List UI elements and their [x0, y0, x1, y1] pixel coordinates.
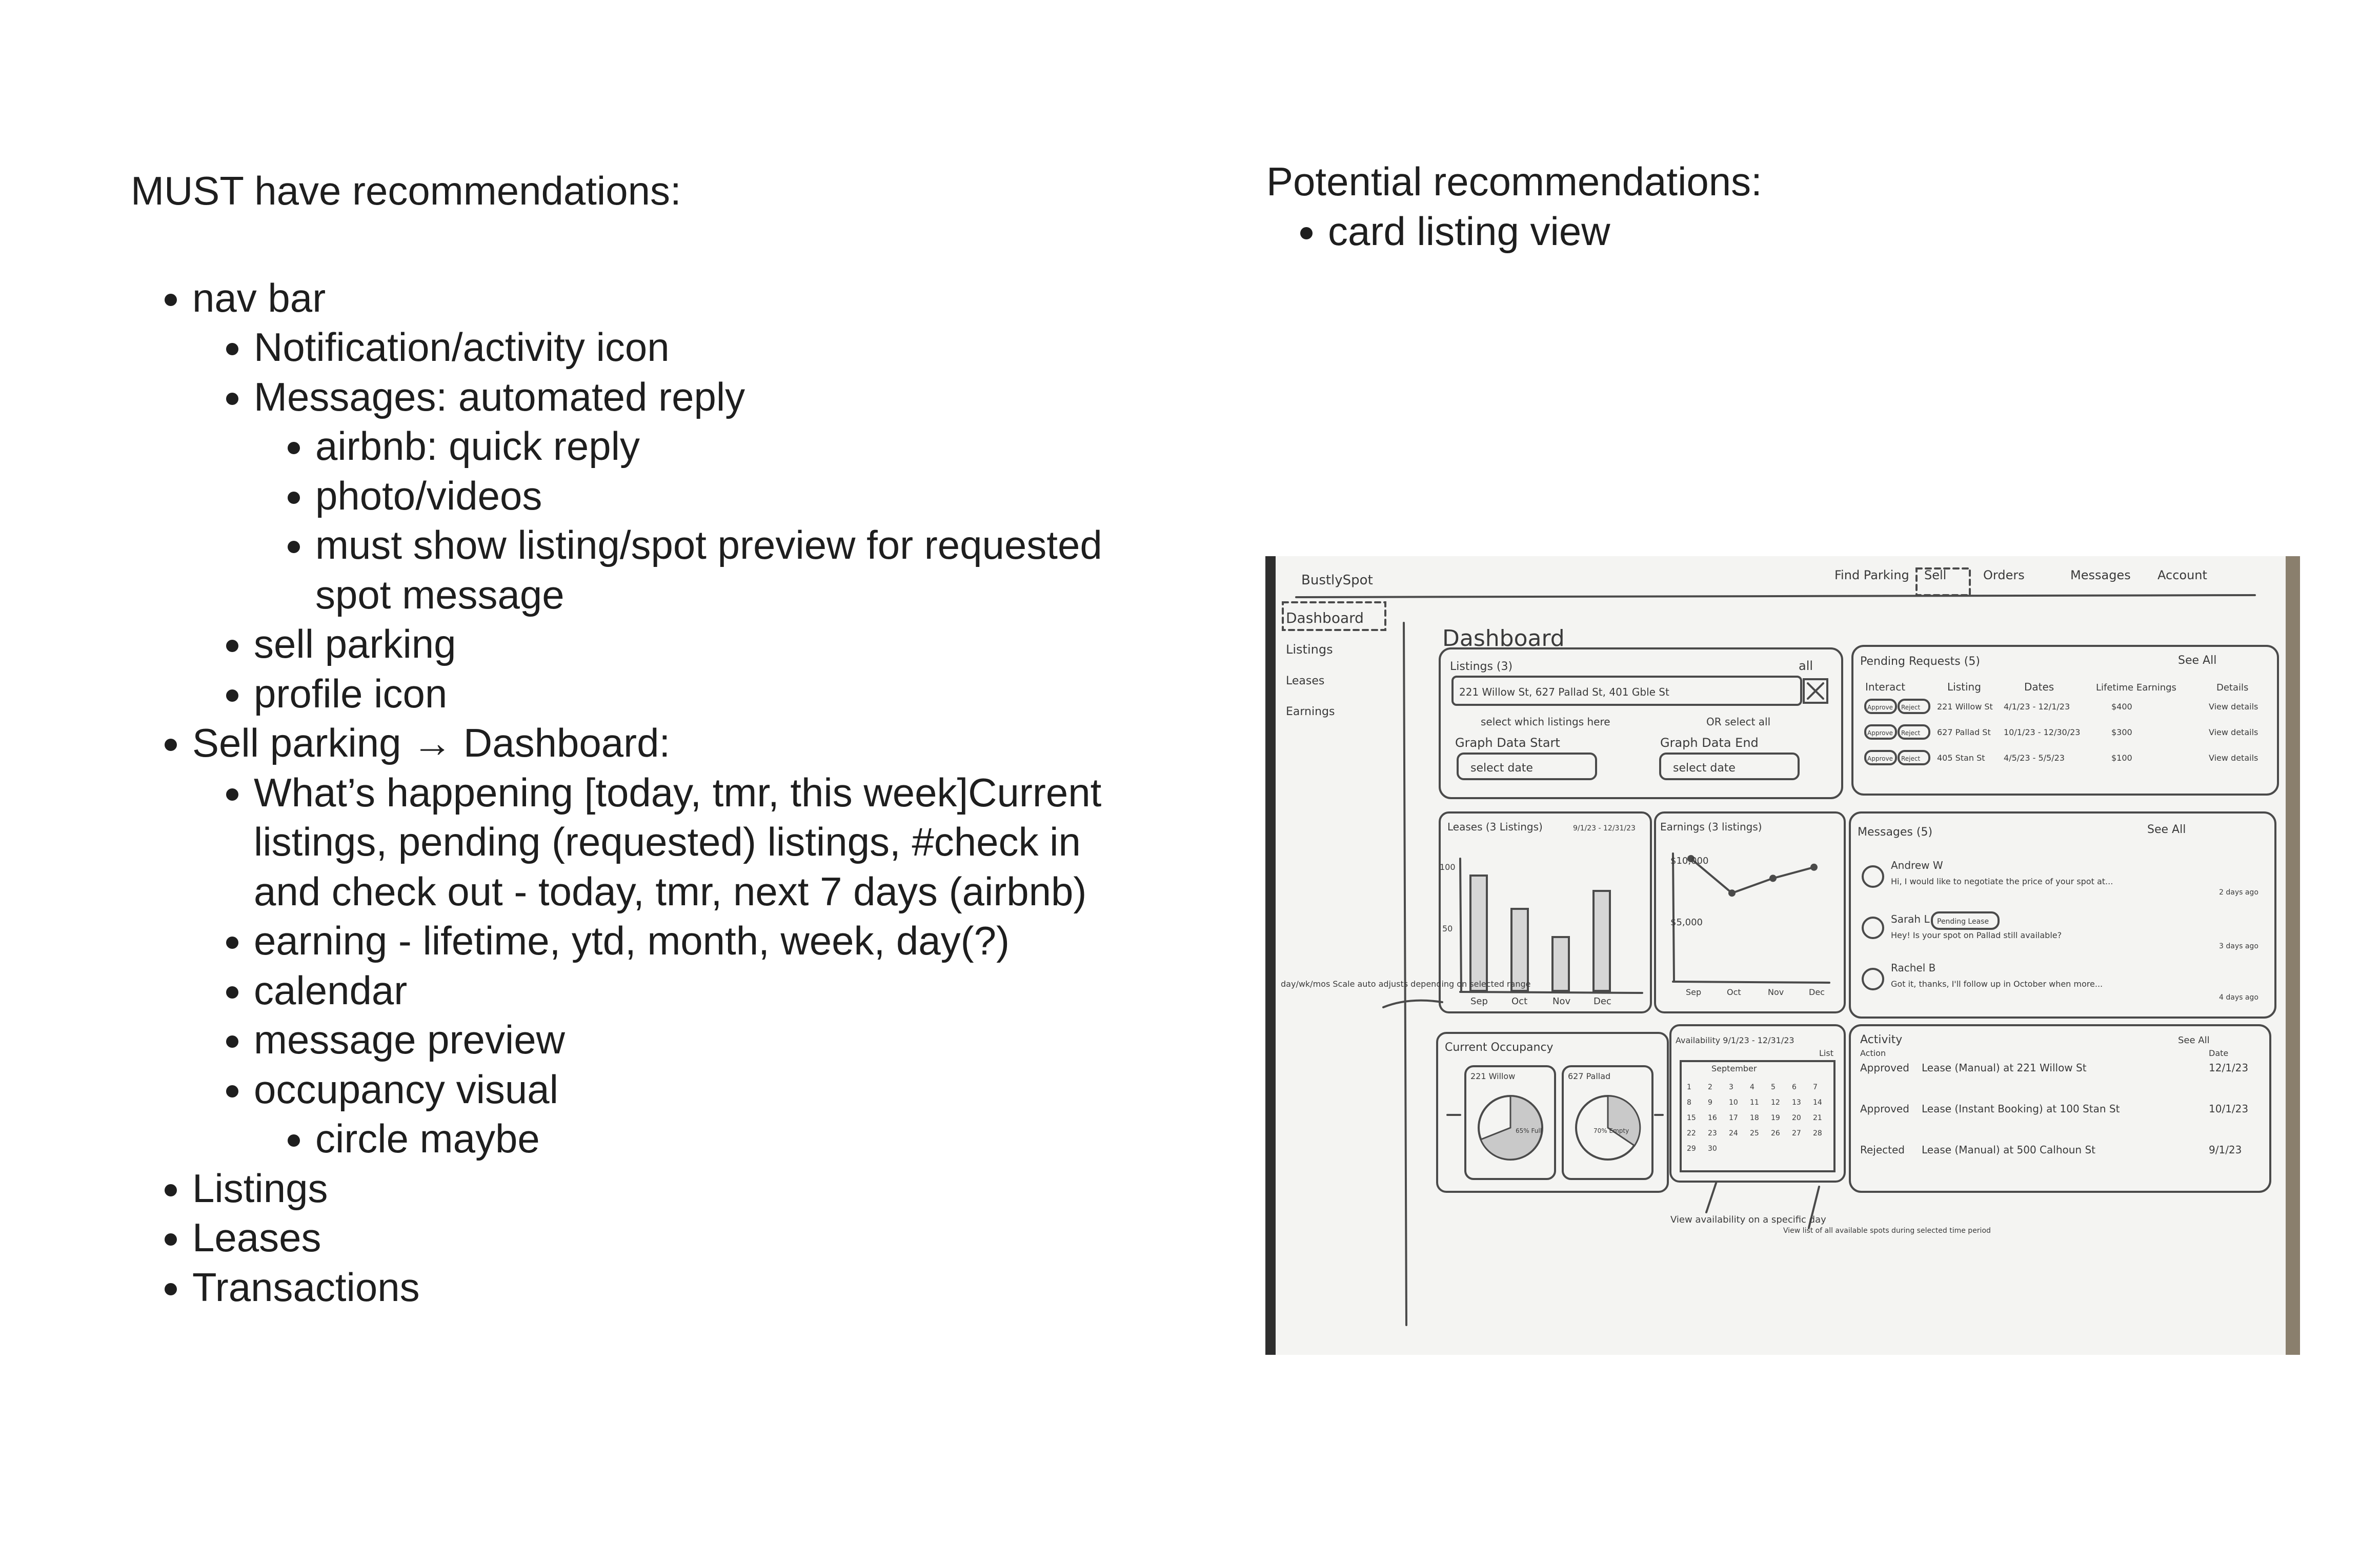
leases-bar [1511, 909, 1528, 991]
sketch-act1-detail: Lease (Manual) at 221 Willow St [1922, 1062, 2087, 1074]
photo-background-edge [2286, 556, 2300, 1355]
potential-section [1266, 157, 2241, 256]
sketch-msg3-name: Rachel B [1891, 962, 1936, 974]
list-item-photo-videos: • photo/videos [315, 471, 1105, 521]
sketch-msg3-time: 4 days ago [2219, 993, 2258, 1002]
calendar-day: 10 [1729, 1099, 1738, 1107]
sketch-pending-h-listing: Listing [1947, 681, 1981, 693]
sketch-pending-r1-earn: $400 [2111, 702, 2132, 711]
sketch-pending-r3-details: View details [2209, 753, 2258, 763]
sketch-nav-find: Find Parking [1834, 568, 1909, 582]
sketch-msg2-text: Hey! Is your spot on Pallad still available? [1891, 930, 2062, 940]
sketch-earnings-ytick-10000: $10,000 [1670, 856, 1709, 866]
sketch-pending-r1-dates: 4/1/23 - 12/1/23 [2004, 702, 2070, 711]
sketch-messages-see-all: See All [2147, 823, 2186, 836]
calendar-day: 7 [1813, 1083, 1818, 1091]
list-item-calendar: • calendar [254, 966, 1105, 1015]
sketch-approve-2: Approve [1867, 729, 1893, 737]
list-item-quick-reply: • airbnb: quick reply [315, 421, 1105, 471]
list-item-notification: • Notification/activity icon [254, 322, 1105, 372]
list-item-card-listing-view: • card listing view [1328, 207, 2241, 256]
sketch-act1-action: Approved [1860, 1062, 1909, 1074]
list-item-profile-icon: • profile icon [254, 669, 1105, 719]
sketch-availability-label: Availability 9/1/23 - 12/31/23 [1676, 1035, 1794, 1045]
sketch-occupancy-label: Current Occupancy [1445, 1041, 1554, 1054]
calendar-day: 19 [1771, 1114, 1780, 1122]
potential-heading: Potential recommendations: [1266, 159, 1762, 204]
nav-bar-sublist [192, 322, 1105, 718]
sketch-availability-scope: List [1819, 1048, 1833, 1058]
sketch-listings-label: Listings (3) [1450, 660, 1513, 673]
calendar-day: 21 [1813, 1114, 1822, 1122]
sketch-listings-or-all: OR select all [1706, 716, 1771, 728]
potential-list [1266, 207, 2241, 256]
list-item-label: Messages: automated reply [254, 374, 745, 419]
leases-bar [1552, 937, 1569, 991]
list-item-message-preview: • message preview [254, 1015, 1105, 1065]
calendar-day: 13 [1792, 1099, 1801, 1107]
calendar-day: 2 [1708, 1083, 1712, 1091]
calendar-day: 11 [1750, 1099, 1759, 1107]
list-item-leases: • Leases [192, 1213, 1105, 1263]
leases-month-label: Oct [1511, 996, 1528, 1007]
sketch-pending-r2-listing: 627 Pallad St [1937, 727, 1991, 737]
sketch-list-note: View list of all available spots during selected time period [1783, 1227, 1991, 1235]
calendar-day: 12 [1771, 1099, 1780, 1107]
sketch-msg1-time: 2 days ago [2219, 888, 2258, 897]
sketch-side-listings: Listings [1286, 642, 1333, 657]
earnings-month-label: Oct [1727, 987, 1741, 997]
must-have-heading: MUST have recommendations: [131, 168, 681, 213]
leases-bar [1470, 876, 1487, 991]
list-item-label: occupancy visual [254, 1066, 558, 1112]
sketch-listings-hint: select which listings here [1481, 716, 1610, 728]
sketch-act2-date: 10/1/23 [2209, 1103, 2249, 1115]
calendar-day: 14 [1813, 1099, 1822, 1107]
sketch-side-dashboard: Dashboard [1286, 609, 1364, 626]
sketch-pending-r3-earn: $100 [2111, 753, 2132, 763]
calendar-day: 18 [1750, 1114, 1759, 1122]
sketch-leases-range: 9/1/23 - 12/31/23 [1573, 824, 1636, 832]
sketch-act2-action: Approved [1860, 1103, 1909, 1115]
sketch-act3-action: Rejected [1860, 1144, 1905, 1156]
sketch-earnings-label: Earnings (3 listings) [1660, 821, 1762, 833]
sketch-leases-ytick-100: 100 [1440, 862, 1456, 872]
earnings-point [1770, 876, 1776, 881]
leases-bar [1594, 891, 1610, 991]
photo-dark-edge [1265, 556, 1276, 1355]
dashboard-sublist [192, 768, 1105, 1164]
sketch-occ-spot2-name: 627 Pallad [1568, 1071, 1611, 1081]
calendar-day: 22 [1687, 1129, 1696, 1137]
sketch-act2-detail: Lease (Instant Booking) at 100 Stan St [1922, 1103, 2120, 1115]
sketch-pending-r1-details: View details [2209, 702, 2258, 711]
list-item-nav-bar [192, 273, 1105, 719]
calendar-day: 8 [1687, 1099, 1691, 1107]
sketch-pending-h-details: Details [2216, 682, 2249, 693]
sketch-approve-1: Approve [1867, 704, 1893, 711]
sketch-nav-messages: Messages [2070, 568, 2131, 582]
sketch-activity-h-action: Action [1860, 1048, 1886, 1058]
sketch-graph-start: Graph Data Start [1455, 736, 1560, 750]
calendar-day: 29 [1687, 1145, 1696, 1153]
sketch-reject-1: Reject [1901, 704, 1921, 711]
sketch-pending-h-earnings: Lifetime Earnings [2096, 682, 2176, 693]
sketch-pending-r2-earn: $300 [2111, 727, 2132, 737]
sketch-pending-see-all: See All [2178, 654, 2217, 667]
sketch-reject-2: Reject [1901, 729, 1921, 737]
sketch-pending-r1-listing: 221 Willow St [1937, 702, 1993, 711]
earnings-month-label: Nov [1768, 987, 1784, 997]
sketch-side-note: day/wk/mos Scale auto adjusts depending on selected range [1281, 979, 1531, 989]
sketch-pending-h-dates: Dates [2024, 681, 2054, 693]
calendar-day: 23 [1708, 1129, 1717, 1137]
sketch-occ-spot2-value: 70% Empty [1594, 1127, 1629, 1134]
calendar-day: 9 [1708, 1099, 1712, 1107]
must-have-list [131, 273, 1105, 1312]
list-item-messages [254, 372, 1105, 620]
list-item-spot-preview: • must show listing/spot preview for requested spot message [315, 520, 1105, 619]
sketch-activity-see-all: See All [2178, 1035, 2210, 1046]
sketch-msg2-name: Sarah L [1891, 913, 1930, 925]
list-item-listings: • Listings [192, 1164, 1105, 1213]
sketch-pending-r3-listing: 405 Stan St [1937, 753, 1985, 763]
list-item-occupancy [254, 1065, 1105, 1164]
sketch-availability-note: View availability on a specific day [1670, 1214, 1826, 1225]
sketch-msg2-time: 3 days ago [2219, 942, 2258, 950]
calendar-day: 17 [1729, 1114, 1738, 1122]
sketch-act3-date: 9/1/23 [2209, 1144, 2242, 1156]
sketch-messages-label: Messages (5) [1858, 826, 1933, 839]
sketch-pending-r3-dates: 4/5/23 - 5/5/23 [2004, 753, 2065, 763]
sketch-pending-label: Pending Requests (5) [1860, 655, 1980, 668]
sketch-nav-orders: Orders [1983, 568, 2025, 582]
calendar-day: 24 [1729, 1129, 1738, 1137]
sketch-logo: BustlySpot [1301, 573, 1373, 588]
sketch-availability-month: September [1711, 1064, 1757, 1073]
sketch-occ-spot1-name: 221 Willow [1470, 1071, 1516, 1081]
list-item-label: Sell parking → Dashboard: [192, 720, 671, 766]
sketch-nav-sell: Sell [1924, 568, 1947, 582]
sketch-occ-spot1-value: 65% Full [1516, 1127, 1542, 1134]
sketch-pending-h-interact: Interact [1865, 681, 1906, 693]
calendar-day: 4 [1750, 1083, 1754, 1091]
calendar-day: 28 [1813, 1129, 1822, 1137]
must-have-section [131, 167, 1105, 1312]
sketch-select-date-end: select date [1673, 762, 1736, 775]
wireframe-sketch-image [1265, 556, 2300, 1355]
list-item-dashboard [192, 718, 1105, 1164]
sketch-title: Dashboard [1442, 625, 1565, 652]
list-item-whats-happening: • What’s happening [today, tmr, this week]Current listings, pending (requested) listings, #check in and check out - today, tmr, next 7 days (airbnb) [254, 768, 1105, 917]
list-item-earning: • earning - lifetime, ytd, month, week, day(?) [254, 916, 1105, 966]
sketch-listings-addresses: 221 Willow St, 627 Pallad St, 401 Gble St [1459, 686, 1669, 698]
sketch-earnings-ytick-5000: $5,000 [1670, 917, 1703, 928]
earnings-point [1811, 865, 1817, 870]
sketch-msg1-text: Hi, I would like to negotiate the price of your spot at... [1891, 877, 2113, 886]
earnings-month-label: Sep [1686, 987, 1702, 997]
leases-month-label: Dec [1594, 996, 1611, 1007]
sketch-msg2-tag: Pending Lease [1937, 918, 1989, 926]
sketch-activity-h-date: Date [2209, 1048, 2229, 1058]
list-item-circle: • circle maybe [315, 1114, 1105, 1164]
calendar-day: 1 [1687, 1083, 1691, 1091]
sketch-side-earnings: Earnings [1286, 705, 1335, 718]
earnings-point [1729, 890, 1734, 896]
calendar-day: 25 [1750, 1129, 1759, 1137]
calendar-day: 20 [1792, 1114, 1801, 1122]
sketch-activity-label: Activity [1860, 1033, 1903, 1046]
sketch-graph-end: Graph Data End [1660, 736, 1759, 750]
list-item-transactions: • Transactions [192, 1263, 1105, 1312]
calendar-day: 3 [1729, 1083, 1733, 1091]
calendar-day: 6 [1792, 1083, 1797, 1091]
sketch-side-leases: Leases [1286, 675, 1325, 687]
sketch-reject-3: Reject [1901, 755, 1921, 762]
leases-month-label: Nov [1552, 996, 1571, 1007]
calendar-day: 16 [1708, 1114, 1717, 1122]
sketch-pending-r2-details: View details [2209, 727, 2258, 737]
list-item-sell-parking: • sell parking [254, 619, 1105, 669]
sketch-leases-label: Leases (3 Listings) [1447, 821, 1543, 833]
sketch-select-date-start: select date [1470, 762, 1533, 775]
calendar-day: 30 [1708, 1145, 1717, 1153]
sketch-msg1-name: Andrew W [1891, 859, 1943, 871]
sketch-act3-detail: Lease (Manual) at 500 Calhoun St [1922, 1144, 2095, 1156]
sketch-nav-account: Account [2157, 568, 2207, 582]
sketch-pending-r2-dates: 10/1/23 - 12/30/23 [2004, 727, 2081, 737]
list-item-label: nav bar [192, 275, 326, 320]
messages-sublist [254, 421, 1105, 619]
sketch-listings-all: all [1799, 659, 1813, 673]
sketch-approve-3: Approve [1867, 755, 1893, 762]
leases-month-label: Sep [1470, 996, 1488, 1007]
sketch-act1-date: 12/1/23 [2209, 1062, 2249, 1074]
earnings-month-label: Dec [1809, 987, 1825, 997]
calendar-day: 5 [1771, 1083, 1776, 1091]
sketch-leases-ytick-50: 50 [1442, 924, 1453, 933]
calendar-day: 15 [1687, 1114, 1696, 1122]
sketch-msg3-text: Got it, thanks, I'll follow up in October when more... [1891, 979, 2103, 989]
calendar-day: 27 [1792, 1129, 1801, 1137]
occupancy-sublist [254, 1114, 1105, 1164]
calendar-day: 26 [1771, 1129, 1780, 1137]
